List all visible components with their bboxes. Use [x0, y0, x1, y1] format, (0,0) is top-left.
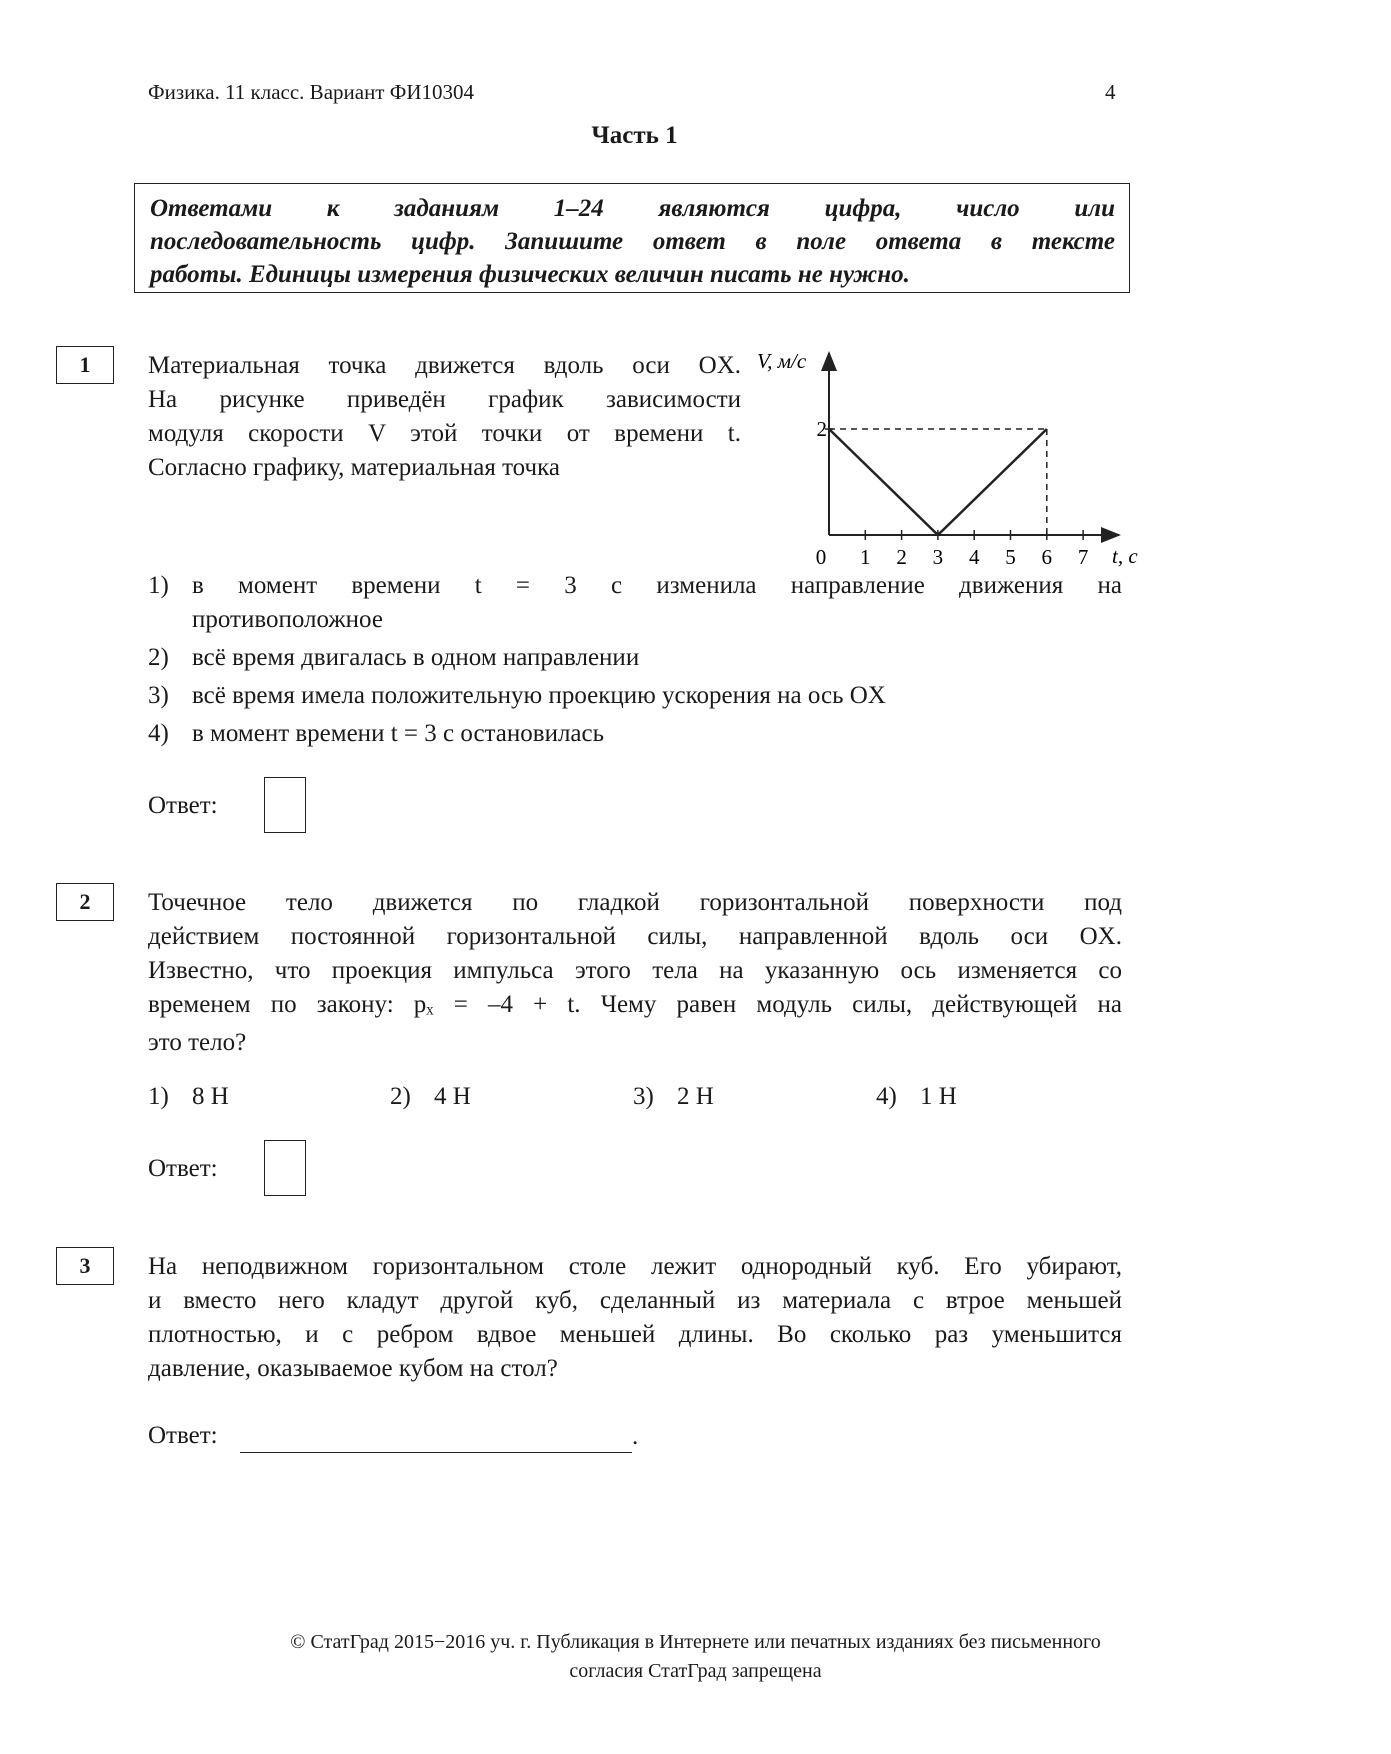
option-3 [148, 682, 886, 710]
question-number: 2 [56, 883, 114, 921]
answer-label: Ответ: [148, 1422, 218, 1449]
footer-line: © СтатГрад 2015−2016 уч. г. Публикация в Интернете или печатных изданиях без письменного [290, 1631, 1101, 1653]
answer-box[interactable] [264, 1140, 306, 1196]
answer-end-period: . [632, 1423, 639, 1450]
option-number: 1) [148, 572, 169, 599]
option-2 [390, 1083, 471, 1111]
question-text-line: Согласно графику, материальная точка [148, 454, 560, 481]
option-number: 2) [148, 644, 169, 671]
header-title: Физика. 11 класс. Вариант ФИ10304 [148, 80, 474, 104]
option-text: 8 Н [192, 1083, 229, 1110]
option-text: всё время имела положительную проекцию ускорения на ось OX [192, 682, 886, 709]
question-text-line: модуля скорости V этой точки от времени t. [148, 420, 741, 447]
option-4 [876, 1083, 957, 1111]
question-text-line: Точечное тело движется по гладкой горизонтальной поверхности под [148, 889, 1122, 916]
question-number: 3 [56, 1247, 114, 1285]
instruction-line: последовательность цифр. Запишите ответ в поле ответа в тексте [150, 228, 1115, 255]
answer-input-line[interactable] [240, 1452, 632, 1453]
x-tick-label: 7 [1077, 545, 1089, 569]
question-text-line: Известно, что проекция импульса этого тела на указанную ось изменяется со [148, 957, 1122, 984]
y-axis-label: V, м/с [757, 349, 807, 373]
option-text: всё время двигалась в одном направлении [192, 644, 640, 671]
option-number: 3) [633, 1083, 654, 1110]
option-text: 4 Н [434, 1083, 471, 1110]
question-text-line: На неподвижном горизонтальном столе лежит однородный куб. Его убирают, [148, 1253, 1122, 1280]
option-number: 1) [148, 1083, 169, 1110]
question-text-line: давление, оказываемое кубом на стол? [148, 1355, 558, 1382]
option-text-line: противоположное [192, 606, 383, 633]
answer-box[interactable] [264, 777, 306, 833]
option-text: 2 Н [677, 1083, 714, 1110]
option-1 [148, 1083, 229, 1111]
footer-line: согласия СтатГрад запрещена [569, 1660, 822, 1682]
option-number: 4) [876, 1083, 897, 1110]
x-tick-label: 6 [1041, 545, 1053, 569]
question-number: 1 [56, 346, 114, 384]
option-3 [633, 1083, 714, 1111]
y-tick-label: 2 [816, 417, 827, 441]
question-text-line: На рисунке приведён график зависимости [148, 386, 741, 413]
velocity-time-graph [755, 340, 1138, 570]
x-tick-label: 5 [1005, 545, 1016, 569]
option-text-line: в момент времени t = 3 с изменила направление движения на [192, 572, 1122, 599]
instruction-line: Ответами к заданиям 1–24 являются цифра, число или [150, 195, 1115, 222]
x-tick-label: 1 [860, 545, 871, 569]
instruction-line: работы. Единицы измерения физических величин писать не нужно. [150, 261, 910, 288]
question-text-line: плотностью, и с ребром вдвое меньшей длины. Во сколько раз уменьшится [148, 1321, 1122, 1348]
option-number: 2) [390, 1083, 411, 1110]
part-title: Часть 1 [591, 122, 678, 149]
option-text: 1 Н [920, 1083, 957, 1110]
question-text-line: действием постоянной горизонтальной силы, направленной вдоль оси OX. [148, 923, 1122, 950]
x-tick-label: 0 [815, 545, 827, 569]
question-text-line: и вместо него кладут другой куб, сделанный из материала с втрое меньшей [148, 1287, 1122, 1314]
page-number: 4 [1105, 80, 1116, 104]
answer-label: Ответ: [148, 1155, 218, 1182]
answer-label: Ответ: [148, 792, 218, 819]
x-tick-label: 4 [968, 545, 980, 569]
option-number: 4) [148, 720, 169, 747]
option-number: 3) [148, 682, 169, 709]
option-4 [148, 720, 604, 748]
instruction-box [134, 183, 1130, 293]
option-text: в момент времени t = 3 с остановилась [192, 720, 605, 747]
question-text-line: Материальная точка движется вдоль оси OX. [148, 352, 741, 379]
x-axis-label: t, c [1112, 544, 1138, 568]
option-1 [148, 572, 192, 600]
question-text-line: это тело? [148, 1029, 247, 1056]
question-text-line: временем по закону: pₓ = –4 + t. Чему равен модуль силы, действующей на [148, 991, 1122, 1018]
x-tick-label: 2 [896, 545, 907, 569]
velocity-line [829, 429, 1047, 535]
x-tick-label: 3 [932, 545, 944, 569]
option-2 [148, 644, 639, 672]
